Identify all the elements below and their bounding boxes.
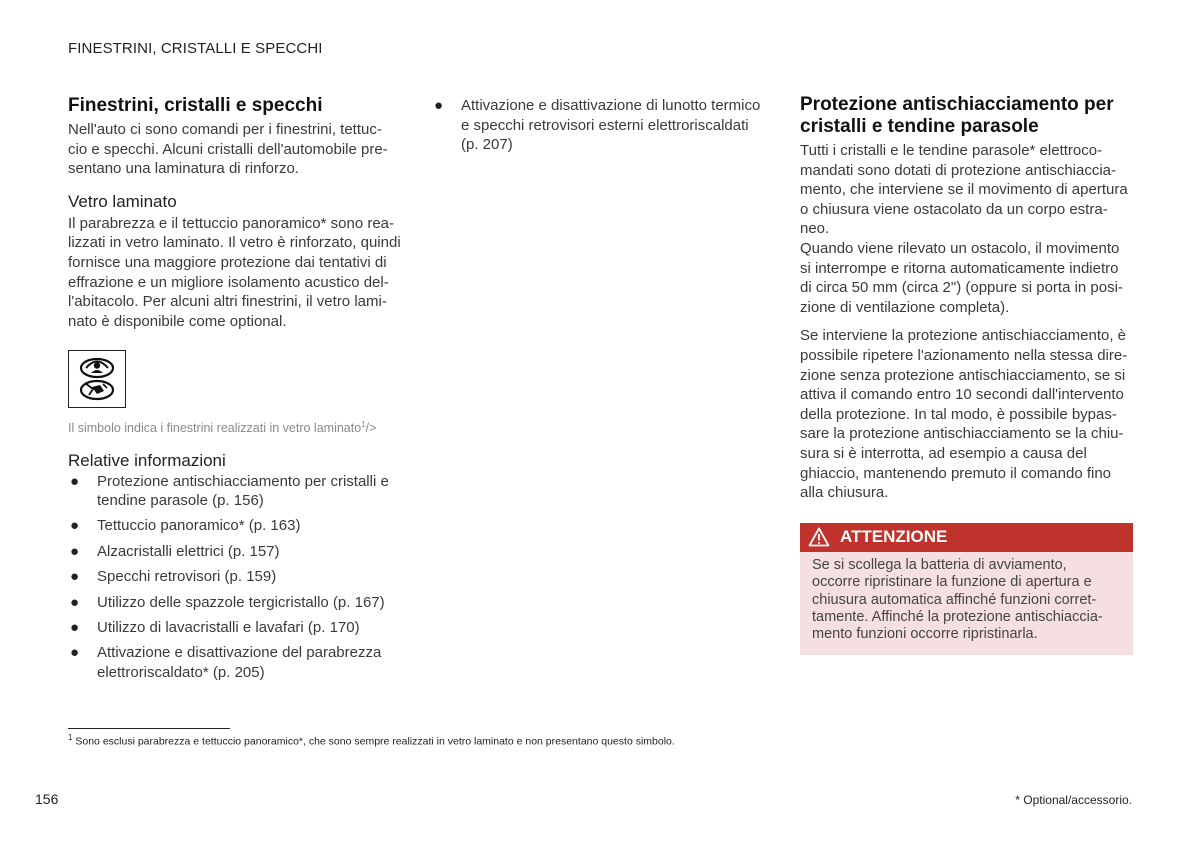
related-heading: Relative informazioni [68, 450, 226, 470]
link-text[interactable]: Utilizzo di lavacristalli e lavafari (p. 170) [97, 619, 360, 637]
text-line: occorre ripristinare la funzione di apertura e [812, 574, 1092, 591]
bullet-icon: ● [70, 542, 80, 560]
intro-paragraph [68, 120, 404, 179]
text-line: alla chiusura. [800, 484, 889, 502]
footnote-marker: 1 [68, 733, 73, 742]
symbol-caption [68, 417, 404, 436]
list-item[interactable] [68, 516, 404, 536]
text-line: zione di ventilazione completa). [800, 298, 1010, 316]
text-line: mento, che interviene se il movimento di apertura [800, 181, 1128, 199]
text-line: effrazione e un migliore isolamento acustico del- [68, 273, 389, 291]
title-line: cristalli e tendine parasole [800, 116, 1039, 137]
bullet-icon: ● [70, 472, 80, 490]
link-text[interactable]: Specchi retrovisori (p. 159) [97, 568, 277, 586]
text-line: neo. [800, 220, 830, 238]
link-text[interactable]: tendine parasole (p. 156) [97, 492, 264, 510]
caption-text: Il simbolo indica i finestrini realizzati in vetro laminato [68, 421, 362, 436]
caption-tail: /> [365, 421, 377, 436]
right-column [800, 94, 1133, 655]
footnote-divider [68, 728, 230, 729]
paragraph [800, 141, 1133, 239]
paragraph [800, 326, 1133, 502]
text-line: Quando viene rilevato un ostacolo, il movimento [800, 239, 1120, 257]
list-item[interactable] [68, 567, 404, 587]
link-text[interactable]: Attivazione e disattivazione di lunotto termico [461, 97, 761, 114]
related-list-continued [432, 96, 772, 155]
text-line: della protezione. In tal modo, è possibile bypas- [800, 405, 1117, 423]
text-line: Se interviene la protezione antischiacciamento, è [800, 327, 1127, 345]
text-line: zione senza protezione antischiacciamento, se si [800, 366, 1126, 384]
text-line: mento funzioni occorre ripristinarla. [812, 626, 1038, 643]
warning-box [800, 523, 1133, 655]
list-item[interactable] [68, 472, 404, 511]
optional-note: * Optional/accessorio. [1015, 793, 1132, 807]
text-line: l'abitacolo. Per alcuni altri finestrini, il vetro lami- [68, 293, 387, 311]
text-line: sare la protezione antischiacciamento se la chiu- [800, 425, 1124, 443]
text-line: lizzati in vetro laminato. Il vetro è rinforzato, quindi [68, 234, 401, 252]
bullet-icon: ● [70, 619, 80, 637]
bullet-icon: ● [70, 517, 80, 535]
bullet-icon: ● [434, 97, 444, 114]
bullet-icon: ● [70, 568, 80, 586]
laminated-heading: Vetro laminato [68, 191, 177, 211]
section-title: Finestrini, cristalli e specchi [68, 95, 323, 116]
list-item[interactable] [68, 643, 404, 682]
text-line: tamente. Affinché la protezione antischiaccia- [812, 608, 1103, 625]
text-line: Il parabrezza e il tettuccio panoramico* sono rea- [68, 214, 395, 232]
text-line: sentano una laminatura di rinforzo. [68, 160, 299, 178]
link-text[interactable]: Tettuccio panoramico* (p. 163) [97, 517, 301, 535]
list-item[interactable] [68, 593, 404, 613]
laminated-paragraph [68, 214, 404, 332]
warning-header [800, 523, 1133, 552]
link-text[interactable]: e specchi retrovisori esterni elettroriscaldati [461, 116, 749, 134]
text-line: attiva il comando entro 10 secondi dall'intervento [800, 386, 1124, 404]
related-list [68, 472, 404, 683]
text-line: chiusura automatica affinché funzioni corret- [812, 591, 1097, 608]
text-line: Tutti i cristalli e le tendine parasole* elettroco- [800, 142, 1103, 159]
bullet-icon: ● [70, 593, 80, 611]
list-item[interactable] [432, 96, 772, 155]
page-number: 156 [35, 791, 59, 807]
text-line: ghiaccio, mantenendo premuto il comando fino [800, 464, 1112, 482]
text-line: di circa 50 mm (circa 2") (oppure si porta in posi- [800, 279, 1123, 297]
middle-column [432, 96, 772, 161]
laminated-glass-symbol-icon [68, 350, 126, 408]
text-line: nato è disponibile come optional. [68, 312, 287, 330]
text-line: sura si è interrotta, ad esempio a causa del [800, 444, 1087, 462]
warning-triangle-icon [808, 527, 830, 547]
text-line: si interrompe e ritorna automaticamente indietro [800, 259, 1119, 277]
text-line: o chiusura viene ostacolato da un corpo estra- [800, 200, 1108, 218]
text-line: cio e specchi. Alcuni cristalli dell'automobile pre- [68, 140, 388, 158]
link-text[interactable]: elettroriscaldato* (p. 205) [97, 664, 265, 682]
list-item[interactable] [68, 618, 404, 638]
bullet-icon: ● [70, 644, 80, 662]
paragraph [800, 239, 1133, 317]
text-line: Nell'auto ci sono comandi per i finestrini, tettuc- [68, 121, 382, 138]
link-text[interactable]: Utilizzo delle spazzole tergicristallo (p. 167) [97, 593, 385, 611]
text-line: Se si scollega la batteria di avviamento, [812, 556, 1067, 573]
footnote [68, 733, 675, 748]
left-column [68, 94, 404, 688]
warning-body [800, 552, 1133, 655]
link-text[interactable]: Alzacristalli elettrici (p. 157) [97, 542, 280, 560]
link-text[interactable]: (p. 207) [461, 136, 513, 154]
warning-title: ATTENZIONE [840, 527, 948, 547]
section-title [800, 94, 1133, 138]
footnote-text: Sono esclusi parabrezza e tettuccio panoramico*, che sono sempre realizzati in vetro laminato e non presentano questo simbolo. [75, 735, 675, 748]
list-item[interactable] [68, 542, 404, 562]
link-text[interactable]: Protezione antischiacciamento per cristalli e [97, 472, 389, 490]
text-line: mandati sono dotati di protezione antischiaccia- [800, 161, 1117, 179]
footnote-ref[interactable]: 1 [361, 420, 366, 430]
text-line: fornisce una maggiore protezione dai tentativi di [68, 253, 387, 271]
text-line: possibile ripetere l'azionamento nella stessa dire- [800, 346, 1128, 364]
title-line: Protezione antischiacciamento per [800, 94, 1114, 115]
running-header: FINESTRINI, CRISTALLI E SPECCHI [68, 40, 323, 57]
link-text[interactable]: Attivazione e disattivazione del parabrezza [97, 644, 382, 662]
